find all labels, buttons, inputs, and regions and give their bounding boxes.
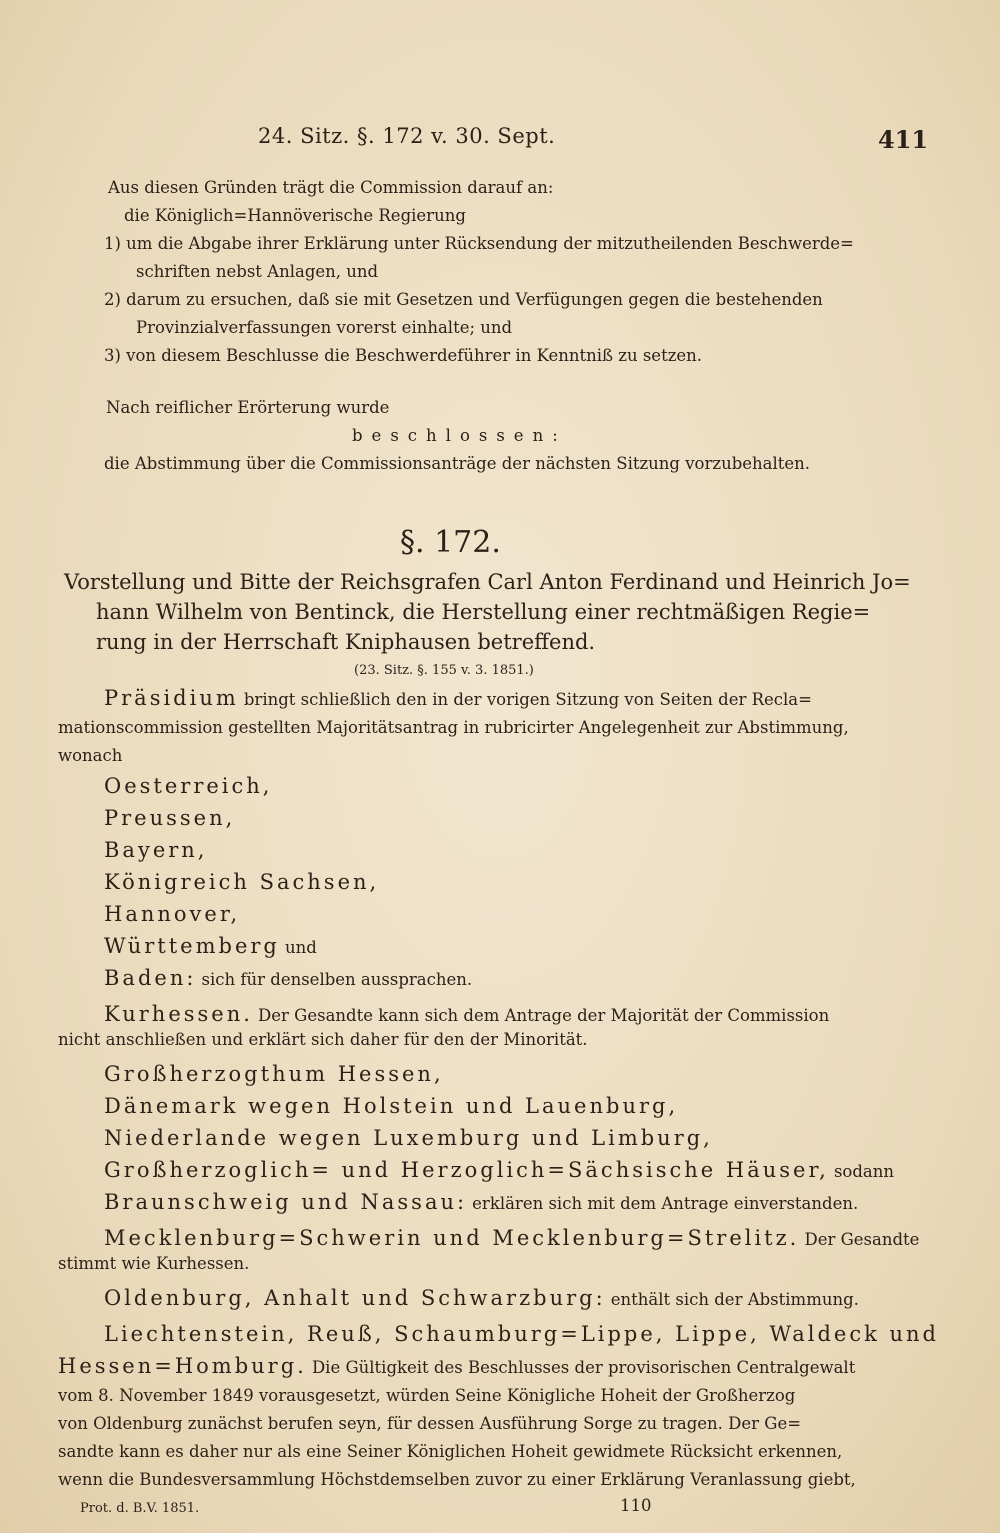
kurhessen-line bbox=[104, 1004, 829, 1025]
vote-text: wenn die Bundesversammlung Höchstdemselben zuvor zu einer Erklärung Veranlassung giebt, bbox=[58, 1470, 856, 1489]
praesidium-lead: Präsidium bbox=[104, 686, 239, 710]
state-name: Baden: bbox=[104, 966, 197, 990]
intro-line: die Königlich=Hannöverische Regierung bbox=[124, 206, 466, 225]
vote-text: Der Gesandte bbox=[804, 1230, 920, 1249]
saechs-line bbox=[104, 1160, 894, 1181]
section-title-line: rung in der Herrschaft Kniphausen betreffend. bbox=[96, 630, 596, 654]
section-number: §. 172. bbox=[400, 525, 501, 560]
intro-line: 1) um die Abgabe ihrer Erklärung unter Rücksendung der mitzutheilenden Beschwerde= bbox=[104, 234, 854, 253]
section-title-line: Vorstellung und Bitte der Reichsgrafen Carl Anton Ferdinand und Heinrich Jo= bbox=[64, 570, 911, 594]
intro-line: schriften nebst Anlagen, und bbox=[136, 262, 379, 281]
state-name: Königreich Sachsen, bbox=[104, 870, 380, 894]
praesidium-text: mationscommission gestellten Majoritätsantrag in rubricirter Angelegenheit zur Abstimmung, bbox=[58, 718, 849, 737]
page-number: 411 bbox=[878, 125, 929, 154]
intro-line: Aus diesen Gründen trägt die Commission darauf an: bbox=[108, 178, 554, 197]
section-title-line: hann Wilhelm von Bentinck, die Herstellung einer rechtmäßigen Regie= bbox=[96, 600, 871, 624]
vote-text: von Oldenburg zunächst berufen seyn, für dessen Ausführung Sorge zu tragen. Der Ge= bbox=[58, 1414, 802, 1433]
section-reference: (23. Sitz. §. 155 v. 3. 1851.) bbox=[354, 663, 534, 678]
vote-text: sodann bbox=[833, 1162, 895, 1181]
vote-text: nicht anschließen und erklärt sich daher für den der Minorität. bbox=[58, 1030, 588, 1049]
baden-line bbox=[104, 968, 472, 989]
mecklenburg-line bbox=[104, 1228, 919, 1249]
footer-sheet-number: 110 bbox=[620, 1496, 652, 1515]
praesidium-first-line bbox=[104, 688, 812, 709]
oldenburg-line bbox=[104, 1288, 859, 1309]
state-name: Mecklenburg=Schwerin und Mecklenburg=Strelitz. bbox=[104, 1226, 800, 1250]
state-name: Großherzoglich= und Herzoglich=Sächsische Häuser, bbox=[104, 1158, 829, 1182]
running-head: 24. Sitz. §. 172 v. 30. Sept. bbox=[258, 124, 556, 148]
braunschweig-line bbox=[104, 1192, 858, 1213]
footer-signature: Prot. d. B.V. 1851. bbox=[80, 1501, 200, 1516]
intro-line: 3) von diesem Beschlusse die Beschwerdeführer in Kenntniß zu setzen. bbox=[104, 346, 703, 365]
vote-text: erklären sich mit dem Antrage einverstanden. bbox=[472, 1194, 859, 1213]
vote-text: Die Gültigkeit des Beschlusses der provisorischen Centralgewalt bbox=[311, 1358, 856, 1377]
state-name: Liechtenstein, Reuß, Schaumburg=Lippe, Lippe, Waldeck und bbox=[104, 1322, 939, 1346]
intro-line: 2) darum zu ersuchen, daß sie mit Gesetzen und Verfügungen gegen die bestehenden bbox=[104, 290, 823, 309]
vote-text: Der Gesandte kann sich dem Antrage der Majorität der Commission bbox=[258, 1006, 830, 1025]
state-name: Niederlande wegen Luxemburg und Limburg, bbox=[104, 1126, 713, 1150]
resolution-line: Nach reiflicher Erörterung wurde bbox=[106, 398, 390, 417]
resolution-beschlossen: beschlossen: bbox=[352, 426, 567, 445]
vote-text: sandte kann es daher nur als eine Seiner Königlichen Hoheit gewidmete Rücksicht erkennen, bbox=[58, 1442, 843, 1461]
wuerttemberg-line bbox=[104, 936, 317, 957]
state-name: Kurhessen. bbox=[104, 1002, 253, 1026]
resolution-line: die Abstimmung über die Commissionsanträge der nächsten Sitzung vorzubehalten. bbox=[104, 454, 811, 473]
vote-text: sich für denselben aussprachen. bbox=[201, 970, 473, 989]
state-name: Großherzogthum Hessen, bbox=[104, 1062, 444, 1086]
state-name: Dänemark wegen Holstein und Lauenburg, bbox=[104, 1094, 679, 1118]
hessen-homburg-line bbox=[58, 1356, 855, 1377]
state-name: Bayern, bbox=[104, 838, 208, 862]
intro-line: Provinzialverfassungen vorerst einhalte; und bbox=[136, 318, 513, 337]
state-name: Hessen=Homburg. bbox=[58, 1354, 307, 1378]
state-name: Hannover, bbox=[104, 902, 241, 926]
vote-text: stimmt wie Kurhessen. bbox=[58, 1254, 250, 1273]
vote-text: vom 8. November 1849 vorausgesetzt, würden Seine Königliche Hoheit der Großherzog bbox=[58, 1386, 796, 1405]
praesidium-text: wonach bbox=[58, 746, 123, 765]
praesidium-text: bringt schließlich den in der vorigen Sitzung von Seiten der Recla= bbox=[243, 690, 812, 709]
state-name: Oldenburg, Anhalt und Schwarzburg: bbox=[104, 1286, 606, 1310]
state-name: Braunschweig und Nassau: bbox=[104, 1190, 468, 1214]
vote-text: enthält sich der Abstimmung. bbox=[610, 1290, 859, 1309]
conjunction: und bbox=[284, 938, 317, 957]
state-name: Oesterreich, bbox=[104, 774, 273, 798]
state-name: Preussen, bbox=[104, 806, 236, 830]
state-name: Württemberg bbox=[104, 934, 280, 958]
